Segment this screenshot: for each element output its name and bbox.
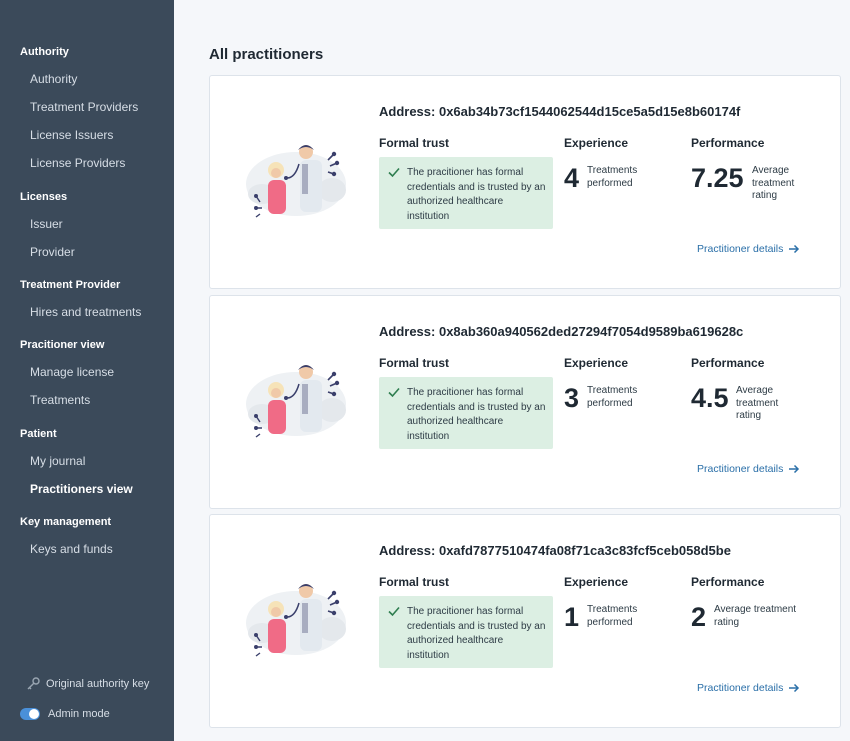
sidebar-item-license-issuers[interactable]: License Issuers — [30, 128, 114, 142]
arrow-right-icon — [788, 683, 800, 693]
trust-text: The pracitioner has formal credentials and is trusted by an authorized healthcare institution — [407, 387, 546, 442]
performance-label: Performance — [691, 356, 765, 370]
experience-label: Experience — [564, 136, 629, 150]
treatments-label: Treatments performed — [587, 604, 638, 628]
trust-text: The pracitioner has formal credentials and is trusted by an authorized healthcare institution — [407, 167, 546, 222]
rating-label: Average treatment rating — [714, 604, 797, 628]
formal-trust-label: Formal trust — [379, 575, 450, 589]
practitioner-card — [209, 514, 841, 728]
sidebar-item-treatment-providers[interactable]: Treatment Providers — [30, 100, 139, 114]
nav-section-treatment-provider: Treatment Provider — [20, 279, 121, 291]
sidebar — [0, 0, 174, 741]
performance-label: Performance — [691, 575, 765, 589]
details-link-label: Practitioner details — [697, 243, 784, 255]
average-rating: 7.25 — [691, 163, 744, 193]
formal-trust-label: Formal trust — [379, 356, 450, 370]
trust-text: The pracitioner has formal credentials and is trusted by an authorized healthcare institution — [407, 606, 546, 661]
check-icon — [387, 385, 401, 399]
sidebar-item-authority[interactable]: Authority — [30, 72, 78, 86]
practitioner-address: Address: 0xafd7877510474fa08f71ca3c83fcf5ceb058d5be — [379, 543, 731, 558]
practitioner-details-link[interactable] — [697, 682, 800, 694]
nav-section-practitioner-view: Pracitioner view — [20, 339, 105, 351]
performance-label: Performance — [691, 136, 765, 150]
original-authority-key-link[interactable] — [26, 677, 149, 691]
key-icon — [26, 677, 40, 691]
page-title: All practitioners — [209, 46, 324, 63]
admin-mode-row — [20, 708, 110, 720]
arrow-right-icon — [788, 244, 800, 254]
nav-section-key-management: Key management — [20, 516, 112, 528]
formal-trust-box — [379, 157, 553, 229]
practitioner-address: Address: 0x8ab360a940562ded27294f7054d9589ba619628c — [379, 324, 744, 339]
admin-mode-toggle[interactable] — [20, 708, 40, 720]
sidebar-item-manage-license[interactable]: Manage license — [30, 365, 115, 379]
practitioner-address: Address: 0x6ab34b73cf1544062544d15ce5a5d15e8b60174f — [379, 104, 741, 119]
formal-trust-box — [379, 377, 553, 449]
treatments-count: 1 — [564, 602, 580, 632]
sidebar-item-hires-and-treatments[interactable]: Hires and treatments — [30, 305, 142, 319]
treatments-label: Treatments performed — [587, 165, 638, 189]
average-rating: 4.5 — [691, 383, 729, 413]
doctor-illustration — [244, 362, 348, 442]
average-rating: 2 — [691, 602, 707, 632]
original-authority-key-label: Original authority key — [46, 678, 150, 690]
check-icon — [387, 604, 401, 618]
formal-trust-box — [379, 596, 553, 668]
arrow-right-icon — [788, 464, 800, 474]
practitioner-details-link[interactable] — [697, 463, 800, 475]
treatments-count: 3 — [564, 383, 580, 413]
doctor-illustration — [244, 142, 348, 222]
details-link-label: Practitioner details — [697, 463, 784, 475]
treatments-count: 4 — [564, 163, 580, 193]
sidebar-item-keys-and-funds[interactable]: Keys and funds — [30, 542, 113, 556]
practitioner-details-link[interactable] — [697, 243, 800, 255]
formal-trust-label: Formal trust — [379, 136, 450, 150]
treatments-label: Treatments performed — [587, 385, 638, 409]
practitioner-card — [209, 75, 841, 289]
nav-section-authority: Authority — [20, 46, 69, 58]
practitioner-card — [209, 295, 841, 509]
sidebar-item-my-journal[interactable]: My journal — [30, 454, 86, 468]
sidebar-item-issuer[interactable]: Issuer — [30, 217, 63, 231]
sidebar-item-provider[interactable]: Provider — [30, 245, 75, 259]
nav-section-licenses: Licenses — [20, 191, 68, 203]
admin-mode-label: Admin mode — [48, 708, 110, 720]
rating-label: Average treatment rating — [736, 385, 779, 421]
experience-label: Experience — [564, 575, 629, 589]
sidebar-item-license-providers[interactable]: License Providers — [30, 156, 126, 170]
rating-label: Average treatment rating — [752, 165, 795, 201]
sidebar-item-practitioners-view[interactable]: Practitioners view — [30, 482, 133, 496]
main-content — [174, 0, 850, 741]
nav-section-patient: Patient — [20, 428, 57, 440]
doctor-illustration — [244, 581, 348, 661]
sidebar-item-treatments[interactable]: Treatments — [30, 393, 91, 407]
experience-label: Experience — [564, 356, 629, 370]
check-icon — [387, 165, 401, 179]
details-link-label: Practitioner details — [697, 682, 784, 694]
